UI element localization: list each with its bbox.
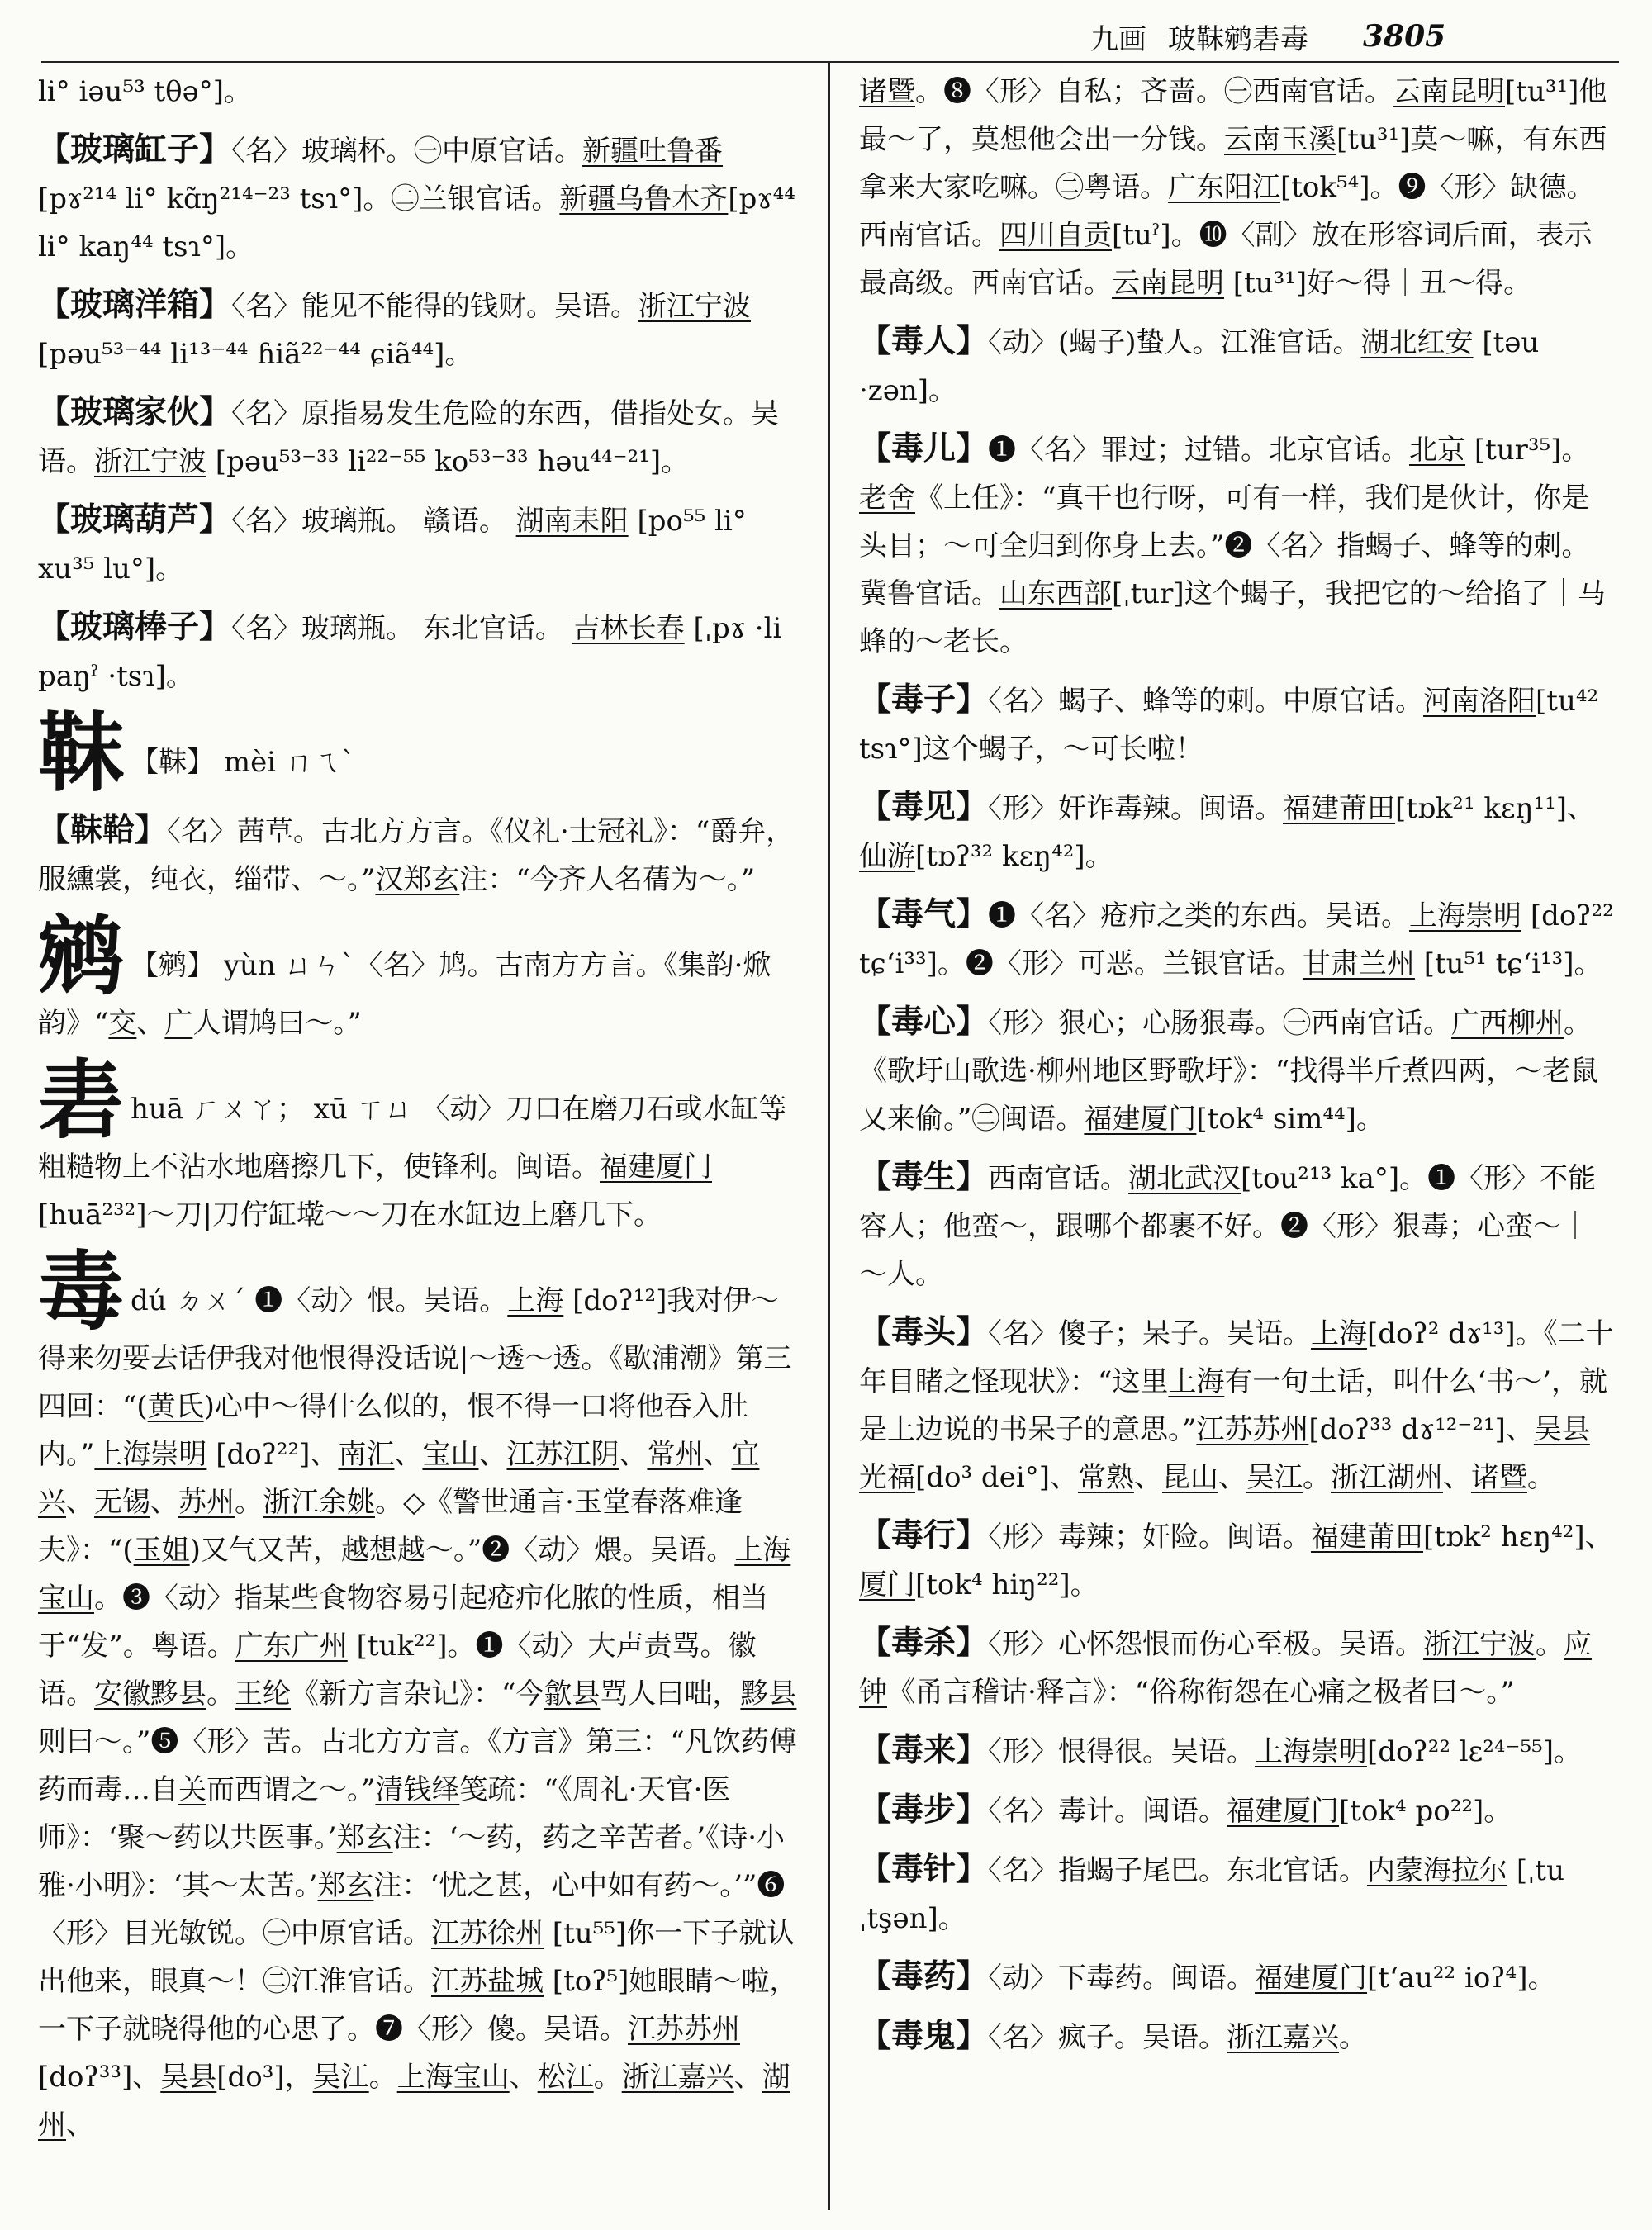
place-name: 浙江宁波: [638, 290, 752, 323]
place-name: 浙江余姚: [263, 1486, 375, 1519]
place-name: 湖北武汉: [1128, 1162, 1241, 1195]
text-run: 。: [1302, 1461, 1331, 1494]
running-header: [1090, 15, 1619, 58]
dictionary-entry: [859, 998, 1615, 1143]
entry-headword: 【玻璃家伙】: [38, 393, 232, 431]
place-name: 江苏苏州: [628, 2013, 740, 2046]
dictionary-entry: [859, 1786, 1615, 1835]
place-name: 浙江嘉兴: [621, 2061, 734, 2094]
place-name: 福建厦门: [600, 1151, 712, 1184]
text-run: 〈名〉能见不能得的钱财。吴语。: [231, 290, 639, 323]
place-name: 王纶: [235, 1677, 291, 1710]
text-run: 。: [1526, 1461, 1555, 1494]
place-name: 广东阳江: [1168, 171, 1280, 204]
place-name: 湖南耒阳: [515, 505, 629, 538]
text-run: 、: [136, 1007, 165, 1040]
entry-headword: 【毒药】: [859, 1957, 989, 1995]
text-run: huā ㄏㄨㄚ； xū ㄒㄩ 〈动〉刀口在磨刀石或水缸等粗糙物上不沾水地磨擦几下，使锋利。闽语。: [38, 1093, 787, 1184]
place-name: 上海崇明: [94, 1438, 207, 1471]
place-name: 云南玉溪: [1224, 123, 1336, 156]
entry-headword: 【玻璃葫芦】: [38, 501, 232, 539]
entry-headword: 【毒生】: [859, 1158, 989, 1196]
place-name: 江苏徐州: [431, 1917, 544, 1950]
text-run: 。: [1536, 1628, 1564, 1661]
text-run: [tou²¹³ ka°]。❶〈形〉不能容人；他蛮～，跟哪个都裹不好。❷〈形〉狠毒；心蛮～｜～人。: [859, 1162, 1597, 1291]
text-run: 、: [66, 2109, 94, 2142]
place-name: 浙江宁波: [1423, 1628, 1536, 1661]
place-name: 上海: [1311, 1317, 1368, 1350]
place-name: 汉郑玄: [375, 863, 460, 896]
text-run: [tu⁵¹ tɕ‘i¹³]。: [1414, 947, 1602, 980]
place-name: 无锡: [94, 1486, 150, 1519]
entry-headword: 【靺鞈】: [38, 811, 168, 849]
entry-headword: 【毒心】: [859, 1003, 989, 1041]
text-run: 〈名〉指蝎子尾巴。东北官话。: [988, 1854, 1368, 1887]
text-run: [tu³¹]他最～了，莫想他会出一分钱。: [859, 75, 1607, 156]
continued-text: [38, 68, 798, 116]
dictionary-entry: [859, 1952, 1615, 2002]
text-run: [tu³¹]好～得｜丑～得。: [1224, 267, 1532, 300]
text-run: )又气又苦，越想越～。”❷〈动〉煨。吴语。: [189, 1534, 735, 1567]
text-run: [tɒk²¹ kɛŋ¹¹]、: [1395, 792, 1596, 825]
text-run: 西南官话。: [988, 1162, 1129, 1195]
text-run: 骂人曰咄，: [600, 1677, 741, 1710]
place-name: 上海崇明: [1409, 899, 1522, 932]
text-run: [tɒk² hɛŋ⁴²]、: [1423, 1521, 1613, 1554]
text-run: [tok⁵⁴]。❾〈形〉缺德。西南官话。: [859, 171, 1595, 252]
text-run: 、: [619, 1438, 648, 1471]
place-name: 福建莆田: [1283, 792, 1396, 825]
text-run: [do³ dei°]、: [915, 1461, 1078, 1494]
place-name: 上海崇明: [1255, 1735, 1368, 1768]
text-run: [tok⁴ hiŋ²²]。: [915, 1568, 1099, 1601]
place-name: 郑玄: [317, 1869, 374, 1902]
character-entry: [38, 905, 798, 1047]
text-run: 注：‘～药，药之辛苦者。’《诗·小雅·小明》：‘其～太苦。’: [38, 1821, 786, 1902]
dictionary-entry: [859, 676, 1615, 773]
place-name: 新疆吐鲁番: [582, 135, 724, 168]
header-section: 九画: [1090, 22, 1146, 56]
place-name: 广西柳州: [1451, 1007, 1564, 1040]
text-run: [pəu⁵³⁻⁴⁴ li¹³⁻⁴⁴ ɦiã²²⁻⁴⁴ ɕiã⁴⁴]。: [38, 338, 473, 371]
text-run: [doʔ² dɤ¹³]。《二十年目睹之怪现状》：“这里: [859, 1317, 1614, 1398]
text-run: 〈名〉蝎子、蜂等的刺。中原官话。: [988, 685, 1424, 718]
place-name: 常州: [647, 1438, 704, 1471]
place-name: 上海: [1168, 1365, 1225, 1398]
text-run: [doʔ¹²]我对伊～得来勿要去话伊我对他恨得没话说|～透～透。《歇浦潮》第三四回：“(: [38, 1284, 792, 1423]
dictionary-entry: [859, 2012, 1615, 2062]
place-name: 宝山: [422, 1438, 479, 1471]
text-run: [ˌtur]这个蝎子，我把它的～给掐了｜马蜂的～老长。: [859, 577, 1606, 658]
text-run: 【鹓】 yùn ㄩㄣˋ〈名〉鸠。古南方方言。《集韵·焮韵》“: [38, 949, 771, 1040]
place-name: 河南洛阳: [1423, 685, 1536, 718]
text-run: 、: [150, 1486, 178, 1519]
place-name: 浙江宁波: [94, 445, 206, 478]
head-character: 毒: [38, 1241, 125, 1342]
dictionary-entry: [859, 317, 1615, 415]
text-run: [tu³¹]莫～嘛，有东西拿来大家吃嘛。㊁粤语。: [859, 123, 1607, 204]
place-name: 四川自贡: [999, 219, 1112, 252]
place-name: 松江: [537, 2061, 594, 2094]
place-name: 浙江湖州: [1330, 1461, 1443, 1494]
text-run: 。❽〈形〉自私；吝啬。㊀西南官话。: [915, 75, 1393, 108]
dictionary-entry: [859, 1726, 1615, 1776]
place-name: 宜兴: [38, 1438, 760, 1519]
text-run: [po⁵⁵ li° xu³⁵ lu°]。: [38, 505, 747, 586]
text-run: 。: [1339, 2021, 1368, 2054]
text-run: 〈形〉毒辣；奸险。闽语。: [988, 1521, 1312, 1554]
head-character: 鹓: [38, 905, 125, 1007]
place-name: 北京: [1409, 434, 1466, 467]
dictionary-entry: [38, 126, 798, 271]
text-run: [doʔ²² tɕ‘i³³]。❷〈形〉可恶。兰银官话。: [859, 899, 1614, 980]
dictionary-entry: [859, 783, 1615, 880]
text-run: 《上任》：“真干也行呀，可有一样，我们是伙计，你是头目；～可全归到你身上去。”❷〈名〉指蝎子、蜂等的刺。冀鲁官话。: [859, 482, 1590, 610]
text-run: [ˌtu ˌtşən]。: [859, 1854, 1564, 1935]
header-rule: [41, 61, 1619, 63]
text-run: 、: [66, 1486, 94, 1519]
place-name: 江苏盐城: [431, 1965, 544, 1998]
left-column: [38, 68, 798, 2215]
column-divider: [828, 63, 830, 2210]
dictionary-entry: [859, 1308, 1615, 1502]
place-name: 上海宝山: [38, 1534, 791, 1615]
place-name: 黟县: [740, 1677, 797, 1710]
place-name: 老舍: [859, 482, 915, 515]
entry-headword: 【毒鬼】: [859, 2017, 989, 2055]
text-run: ❶〈名〉疮疖之类的东西。吴语。: [988, 899, 1410, 932]
text-run: 〈形〉狠心；心肠狠毒。㊀西南官话。: [988, 1007, 1452, 1040]
character-entry: [38, 702, 798, 804]
dictionary-entry: [38, 496, 798, 593]
dictionary-entry: [38, 281, 798, 378]
entry-headword: 【毒行】: [859, 1516, 989, 1554]
text-run: 。❸〈动〉指某些食物容易引起疮疖化脓的性质，相当于“发”。粤语。: [38, 1582, 768, 1663]
continued-text: [859, 68, 1615, 307]
place-name: 云南昆明: [1393, 75, 1505, 108]
place-name: 南汇: [338, 1438, 395, 1471]
place-name: 昆山: [1161, 1461, 1218, 1494]
head-character: 靺: [38, 702, 125, 804]
dictionary-entry: [859, 425, 1615, 666]
text-run: 。◇《警世通言·玉堂春落难逢夫》：“(: [38, 1486, 743, 1567]
text-run: [pɤ²¹⁴ li° kɑ̃ŋ²¹⁴⁻²³ tsɿ°]。㊁兰银官话。: [38, 183, 560, 216]
text-run: [doʔ²²]、: [206, 1438, 339, 1471]
place-name: 诸暨: [1470, 1461, 1527, 1494]
place-name: 诸暨: [859, 75, 915, 108]
text-run: [ˌpɤ ·li paŋˀ ·tsɿ]。: [38, 612, 782, 693]
text-run: 〈形〉恨得很。吴语。: [988, 1735, 1256, 1768]
place-name: 内蒙海拉尔: [1367, 1854, 1508, 1887]
dictionary-entry: [859, 1619, 1615, 1716]
text-run: 。: [593, 2061, 622, 2094]
text-run: 而西谓之～。”: [206, 1773, 376, 1806]
text-run: 《新方言杂记》：“今: [291, 1677, 544, 1710]
place-name: 上海宝山: [396, 2061, 510, 2094]
text-run: [təu ·zən]。: [859, 326, 1540, 407]
place-name: 吴江: [1246, 1461, 1303, 1494]
text-run: 〈名〉疯子。吴语。: [988, 2021, 1227, 2054]
place-name: 交: [108, 1007, 137, 1040]
text-run: ❶〈名〉罪过；过错。北京官话。: [988, 434, 1410, 467]
place-name: 关: [178, 1773, 206, 1806]
place-name: 安徽黟县: [94, 1677, 206, 1710]
place-name: 吴江: [312, 2061, 369, 2094]
text-run: 《甬言稽诂·释言》：“俗称衔怨在心痛之极者曰～。”: [887, 1676, 1515, 1709]
text-run: 〈形〉心怀怨恨而伤心至极。吴语。: [988, 1628, 1424, 1661]
entry-headword: 【毒人】: [859, 322, 989, 360]
character-entry: [38, 1241, 798, 2149]
dictionary-entry: [859, 1153, 1615, 1298]
dictionary-entry: [38, 806, 798, 904]
entry-headword: 【毒子】: [859, 681, 989, 719]
text-run: [tu⁴² tsɿ°]这个蝎子，～可长啦！: [859, 685, 1599, 766]
place-name: 浙江嘉兴: [1227, 2021, 1340, 2054]
place-name: 广: [164, 1007, 193, 1040]
text-run: [huā²³²]～刀|刀佇缸墘～～刀在水缸边上磨几下。: [38, 1198, 662, 1231]
text-run: [tur³⁵]。: [1465, 434, 1590, 467]
header-characters: 玻靺鹓砉毒: [1168, 22, 1308, 56]
entry-headword: 【毒儿】: [859, 429, 989, 467]
text-run: [tuk²²]。❶〈动〉大声责骂。徽语。: [38, 1630, 757, 1710]
text-run: 〈动〉(蝎子)蛰人。江淮官话。: [988, 326, 1361, 359]
entry-headword: 【玻璃棒子】: [38, 608, 232, 646]
place-name: 新疆乌鲁木齐: [559, 183, 729, 216]
text-run: 〈名〉毒计。闽语。: [988, 1795, 1227, 1828]
text-run: 、: [509, 2061, 538, 2094]
place-name: 歙县: [544, 1677, 601, 1710]
text-run: 有一句土话，叫什么‘书～’，就是上边说的书呆子的意思。”: [859, 1365, 1608, 1446]
text-run: 〈名〉原指易发生危险的东西，借指处女。吴语。: [38, 397, 780, 478]
text-run: dú ㄉㄨˊ ❶〈动〉恨。吴语。: [131, 1284, 508, 1317]
place-name: 福建厦门: [1227, 1795, 1340, 1828]
place-name: 仙游: [859, 840, 915, 873]
place-name: 云南昆明: [1112, 267, 1224, 300]
character-entry: [38, 1049, 798, 1239]
place-name: 苏州: [178, 1486, 235, 1519]
text-run: [tɒʔ³² kɛŋ⁴²]。: [915, 840, 1113, 873]
dictionary-entry: [38, 603, 798, 700]
text-run: [doʔ³³]、: [38, 2061, 161, 2094]
text-run: [pəu⁵³⁻³³ li²²⁻⁵⁵ ko⁵³⁻³³ həu⁴⁴⁻²¹]。: [206, 445, 690, 478]
place-name: 山东西部: [999, 577, 1112, 610]
text-run: 、: [1442, 1461, 1471, 1494]
text-run: 〈名〉玻璃杯。㊀中原官话。: [231, 135, 583, 168]
place-name: 江苏苏州: [1196, 1413, 1309, 1446]
text-run: [tu⁵⁵]你一下子就认出他来，眼真～！㊁江淮官话。: [38, 1917, 795, 1998]
entry-headword: 【毒头】: [859, 1313, 989, 1351]
text-run: 〈形〉奸诈毒辣。闽语。: [988, 792, 1284, 825]
text-run: 。: [368, 2061, 397, 2094]
text-run: 〈名〉玻璃瓶。 赣语。: [231, 505, 516, 538]
place-name: 上海: [507, 1284, 564, 1317]
text-run: 。《歌圩山歌选·柳州地区野歌圩》：“找得半斤煮四两，～老鼠又来偷。”㊁闽语。: [859, 1007, 1599, 1136]
place-name: 常熟: [1077, 1461, 1134, 1494]
text-run: 则曰～。”❺〈形〉苦。古北方方言。《方言》第三：“凡饮药傅药而毒…自: [38, 1725, 797, 1806]
place-name: 玉姐: [133, 1534, 190, 1567]
dictionary-entry: [859, 890, 1615, 988]
text-run: 〈名〉傻子；呆子。吴语。: [988, 1317, 1312, 1350]
text-run: 、: [1218, 1461, 1246, 1494]
place-name: 广东广州: [235, 1630, 348, 1663]
text-run: [do³]，: [216, 2061, 313, 2094]
dictionary-entry: [859, 1511, 1615, 1609]
entry-headword: 【毒来】: [859, 1731, 989, 1769]
entry-headword: 【毒见】: [859, 788, 989, 826]
text-run: [tok⁴ sim⁴⁴]。: [1196, 1103, 1384, 1136]
text-run: 〈动〉下毒药。闽语。: [988, 1962, 1256, 1995]
text-run: 、: [478, 1438, 507, 1471]
place-name: 郑玄: [336, 1821, 393, 1854]
place-name: 福建莆田: [1311, 1521, 1424, 1554]
text-run: [pɤ⁴⁴ li° kaŋ⁴⁴ tsɿ°]。: [38, 183, 795, 263]
place-name: 清钱绎: [375, 1773, 460, 1806]
text-run: li° iəu⁵³ tθə°]。: [38, 75, 253, 108]
place-name: 福建厦门: [1255, 1962, 1368, 1995]
entry-headword: 【玻璃洋箱】: [38, 286, 232, 324]
page-number: 3805: [1363, 19, 1446, 54]
text-run: 注：“今齐人名蒨为～。”: [459, 863, 756, 896]
text-run: 、: [1133, 1461, 1162, 1494]
dictionary-entry: [859, 1845, 1615, 1943]
dictionary-entry: [38, 388, 798, 486]
entry-headword: 【毒步】: [859, 1791, 989, 1829]
text-run: 、: [703, 1438, 732, 1471]
text-run: 、: [733, 2061, 762, 2094]
place-name: 湖北红安: [1360, 326, 1474, 359]
text-run: 【靺】 mèi ㄇㄟˋ: [131, 746, 355, 779]
text-run: [tuˀ]。❿〈副〉放在形容词后面，表示最高级。西南官话。: [859, 219, 1593, 300]
text-run: 注：‘忧之甚，心中如有药～。’”❻〈形〉目光敏锐。㊀中原官话。: [38, 1869, 786, 1950]
right-column: [859, 68, 1615, 2215]
place-name: 吴县光福: [859, 1413, 1590, 1494]
text-run: 。: [235, 1486, 263, 1519]
entry-headword: 【毒气】: [859, 895, 989, 933]
place-name: 吴县: [160, 2061, 217, 2094]
entry-headword: 【玻璃缸子】: [38, 130, 232, 168]
entry-headword: 【毒杀】: [859, 1624, 989, 1662]
text-run: 、: [394, 1438, 423, 1471]
entry-headword: 【毒针】: [859, 1850, 989, 1888]
text-run: [t‘au²² ioʔ⁴]。: [1367, 1962, 1556, 1995]
text-run: [doʔ³³ dɤ¹²⁻²¹]、: [1308, 1413, 1534, 1446]
text-run: [tok⁴ po²²]。: [1339, 1795, 1512, 1828]
place-name: 甘肃兰州: [1302, 947, 1415, 980]
text-run: [doʔ²² lɛ²⁴⁻⁵⁵]。: [1367, 1735, 1583, 1768]
text-run: 〈名〉玻璃瓶。 东北官话。: [231, 612, 572, 645]
place-name: 厦门: [859, 1568, 915, 1601]
place-name: 湖州: [38, 2061, 790, 2142]
text-run: )心中～得什么似的，恨不得一口将他吞入肚内。”: [38, 1390, 748, 1471]
text-run: [toʔ⁵]她眼睛～啦，一下子就晓得他的心思了。❼〈形〉傻。吴语。: [38, 1965, 798, 2046]
place-name: 吉林长春: [572, 612, 685, 645]
place-name: 黄氏: [147, 1390, 204, 1423]
text-run: 。: [206, 1677, 235, 1710]
place-name: 福建厦门: [1084, 1103, 1197, 1136]
text-run: 人谓鸠曰～。”: [192, 1007, 362, 1040]
place-name: 江苏江阴: [506, 1438, 620, 1471]
place-name: 应钟: [859, 1628, 1593, 1709]
text-run: 笺疏：“《周礼·天官·医师》：‘聚～药以共医事。’: [38, 1773, 731, 1854]
head-character: 砉: [38, 1049, 125, 1151]
text-run: 〈名〉茜草。古北方方言。《仪礼·士冠礼》：“爵弁，服纁裳，纯衣，缁带、～。”: [38, 815, 795, 896]
